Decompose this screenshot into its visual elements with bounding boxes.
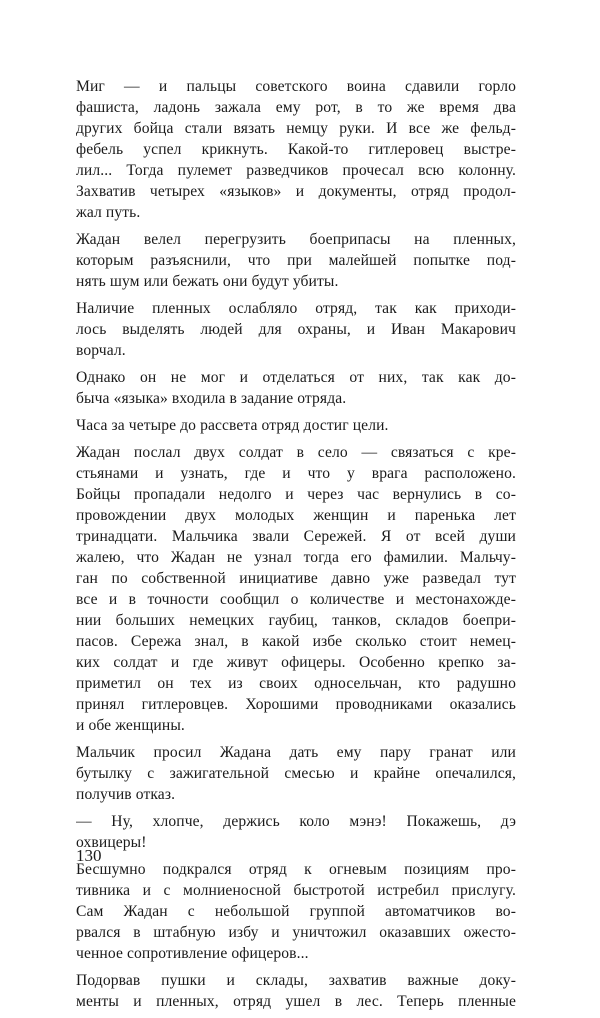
- text-line: Жадан велел перегрузить боеприпасы на пленных,: [76, 231, 516, 248]
- text-line: которым разъяснили, что при малейшей попытке под-: [76, 252, 516, 269]
- text-line: менты и пленных, отряд ушел в лес. Теперь пленные: [76, 993, 516, 1010]
- text-line: тивника и с молниеносной быстротой истребил прислугу.: [76, 882, 516, 899]
- paragraph: [76, 442, 516, 736]
- page-body: [76, 76, 516, 1018]
- text-line: Наличие пленных ослабляло отряд, так как приходи-: [76, 300, 516, 317]
- paragraph: [76, 415, 516, 436]
- text-line: ченное сопротивление офицеров...: [76, 945, 309, 962]
- text-line: фебель успел крикнуть. Какой-то гитлеровец выстре-: [76, 141, 516, 158]
- paragraph: [76, 970, 516, 1012]
- text-line: ких солдат и где живут офицеры. Особенно крепко за-: [76, 654, 516, 671]
- text-line: лил... Тогда пулемет разведчиков прочесал всю колонну.: [76, 162, 516, 179]
- text-line: — Ну, хлопче, держись коло мэнэ! Покажешь, дэ: [76, 813, 516, 830]
- paragraph: [76, 229, 516, 292]
- text-line: ворчал.: [76, 342, 126, 359]
- text-line: Однако он не мог и отделаться от них, так как до-: [76, 369, 516, 386]
- text-line: провождении двух молодых женщин и паренька лет: [76, 507, 516, 524]
- text-line: рвался в штабную избу и уничтожил оказавших ожесто-: [76, 924, 516, 941]
- text-line: принял гитлеровцев. Хорошими проводниками оказались: [76, 696, 516, 713]
- text-line: нять шум или бежать они будут убиты.: [76, 273, 339, 290]
- text-line: Бесшумно подкрался отряд к огневым позициям про-: [76, 861, 516, 878]
- text-line: лось выделять людей для охраны, и Иван Макарович: [76, 321, 516, 338]
- text-line: других бойца стали вязать немцу руки. И все же фельд-: [76, 120, 516, 137]
- paragraph: [76, 742, 516, 805]
- text-line: жалею, что Жадан не узнал тогда его фамилии. Мальчу-: [76, 549, 516, 566]
- text-line: тринадцати. Мальчика звали Сережей. Я от всей души: [76, 528, 516, 545]
- text-line: бутылку с зажигательной смесью и крайне опечалился,: [76, 765, 516, 782]
- text-line: и обе женщины.: [76, 717, 185, 734]
- paragraph: [76, 811, 516, 853]
- text-line: фашиста, ладонь зажала ему рот, в то же время два: [76, 99, 516, 116]
- text-line: стьянами и узнать, где и что у врага расположено.: [76, 465, 516, 482]
- paragraph: [76, 859, 516, 964]
- text-line: получив отказ.: [76, 786, 176, 803]
- text-line: Подорвав пушки и склады, захватив важные доку-: [76, 972, 516, 989]
- paragraph: [76, 367, 516, 409]
- text-line: Сам Жадан с небольшой группой автоматчиков во-: [76, 903, 516, 920]
- text-line: все и в точности сообщил о количестве и местонахожде-: [76, 591, 516, 608]
- text-line: пасов. Сережа знал, в какой избе сколько стоит немец-: [76, 633, 516, 650]
- text-line: охвицеры!: [76, 834, 147, 851]
- text-line: быча «языка» входила в задание отряда.: [76, 390, 347, 407]
- text-line: Жадан послал двух солдат в село — связаться с кре-: [76, 444, 516, 461]
- text-line: приметил он тех из своих односельчан, кто радушно: [76, 675, 516, 692]
- text-line: Мальчик просил Жадана дать ему пару гранат или: [76, 744, 516, 761]
- paragraph: [76, 298, 516, 361]
- page-number: 130: [76, 846, 102, 865]
- text-line: Захватив четырех «языков» и документы, отряд продол-: [76, 183, 516, 200]
- text-line: нии больших немецких гаубиц, танков, складов боепри-: [76, 612, 516, 629]
- text-line: Миг — и пальцы советского воина сдавили горло: [76, 78, 516, 95]
- text-line: Бойцы пропадали недолго и через час вернулись в со-: [76, 486, 516, 503]
- text-line: ган по собственной инициативе давно уже разведал тут: [76, 570, 516, 587]
- text-line: жал путь.: [76, 204, 141, 221]
- text-line: Часа за четыре до рассвета отряд достиг цели.: [76, 417, 389, 434]
- paragraph: [76, 76, 516, 223]
